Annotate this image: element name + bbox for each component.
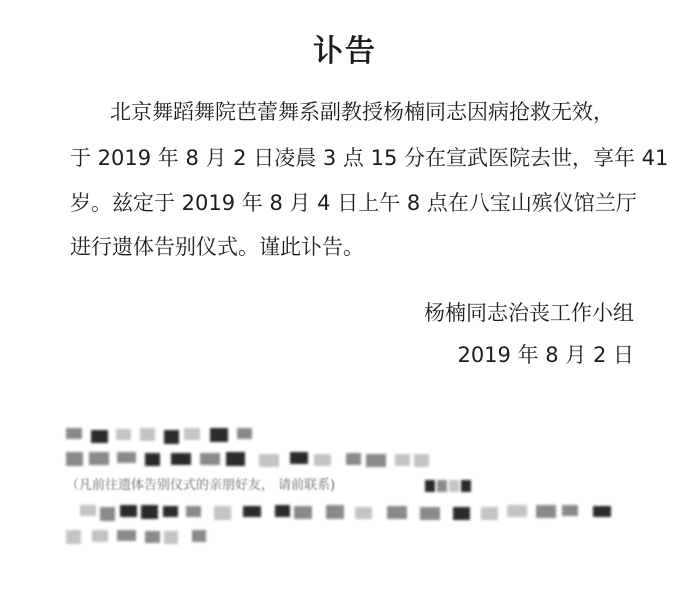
redaction-block bbox=[387, 506, 407, 519]
redaction-block bbox=[164, 531, 178, 544]
redaction-block bbox=[294, 506, 312, 519]
redaction-block bbox=[326, 505, 344, 519]
redaction-block bbox=[171, 453, 191, 465]
redaction-block bbox=[163, 506, 178, 517]
notice-title: 讣告 bbox=[313, 34, 377, 69]
redaction-block bbox=[226, 452, 245, 466]
redaction-block bbox=[259, 454, 279, 467]
redaction-block bbox=[145, 453, 160, 466]
redaction-block bbox=[92, 530, 108, 542]
redaction-block bbox=[449, 480, 459, 492]
redaction-block bbox=[164, 430, 179, 444]
body-line-2: 于 2019 年 8 月 2 日凌晨 3 点 15 分在宣武医院去世，享年 41 bbox=[70, 146, 669, 170]
redaction-block bbox=[437, 480, 447, 492]
redaction-block bbox=[507, 505, 527, 517]
redaction-block bbox=[116, 429, 131, 440]
redaction-block bbox=[346, 453, 361, 465]
signature-date: 2019 年 8 月 2 日 bbox=[457, 343, 634, 367]
redaction-block bbox=[192, 530, 206, 542]
redaction-block bbox=[117, 452, 136, 463]
redaction-block bbox=[290, 452, 308, 464]
redaction-block bbox=[414, 454, 429, 467]
signature-committee: 杨楠同志治丧工作小组 bbox=[424, 301, 634, 325]
redaction-block bbox=[461, 480, 471, 492]
redaction-block bbox=[536, 505, 556, 518]
redaction-block bbox=[214, 506, 231, 520]
redaction-block bbox=[395, 454, 410, 466]
redaction-block bbox=[91, 430, 108, 443]
redaction-block bbox=[184, 428, 200, 440]
redaction-block bbox=[453, 507, 470, 520]
redaction-block bbox=[275, 505, 290, 517]
redaction-block bbox=[314, 454, 331, 466]
redaction-block bbox=[425, 480, 435, 492]
redaction-block bbox=[66, 428, 82, 439]
redaction-block bbox=[141, 505, 158, 519]
redaction-block bbox=[237, 428, 252, 439]
body-line-4: 进行遗体告别仪式。谨此讣告。 bbox=[70, 235, 364, 259]
redaction-block bbox=[562, 505, 578, 516]
redaction-block bbox=[366, 454, 386, 467]
redaction-block bbox=[420, 507, 440, 520]
redaction-block bbox=[140, 428, 155, 441]
redacted-partial-text: （凡前往遗体告别仪式的亲朋好友， 请前联系) bbox=[66, 478, 336, 493]
redaction-block bbox=[117, 530, 136, 541]
redaction-block bbox=[100, 507, 115, 521]
redaction-block bbox=[89, 452, 109, 465]
redaction-block bbox=[593, 506, 611, 517]
redaction-block bbox=[200, 453, 220, 465]
redaction-block bbox=[481, 507, 498, 520]
redaction-block bbox=[186, 506, 201, 517]
redaction-block bbox=[66, 530, 81, 544]
redaction-block bbox=[66, 452, 83, 466]
body-line-3: 岁。兹定于 2019 年 8 月 4 日上午 8 点在八宝山殡仪馆兰厅 bbox=[70, 191, 637, 215]
redaction-block bbox=[355, 507, 372, 519]
redaction-block bbox=[80, 505, 96, 516]
redaction-block bbox=[210, 428, 228, 442]
redaction-block bbox=[243, 506, 261, 517]
redaction-block bbox=[145, 531, 160, 543]
redaction-block bbox=[120, 505, 137, 517]
body-line-1: 北京舞蹈舞院芭蕾舞系副教授杨楠同志因病抢救无效， bbox=[110, 100, 614, 124]
